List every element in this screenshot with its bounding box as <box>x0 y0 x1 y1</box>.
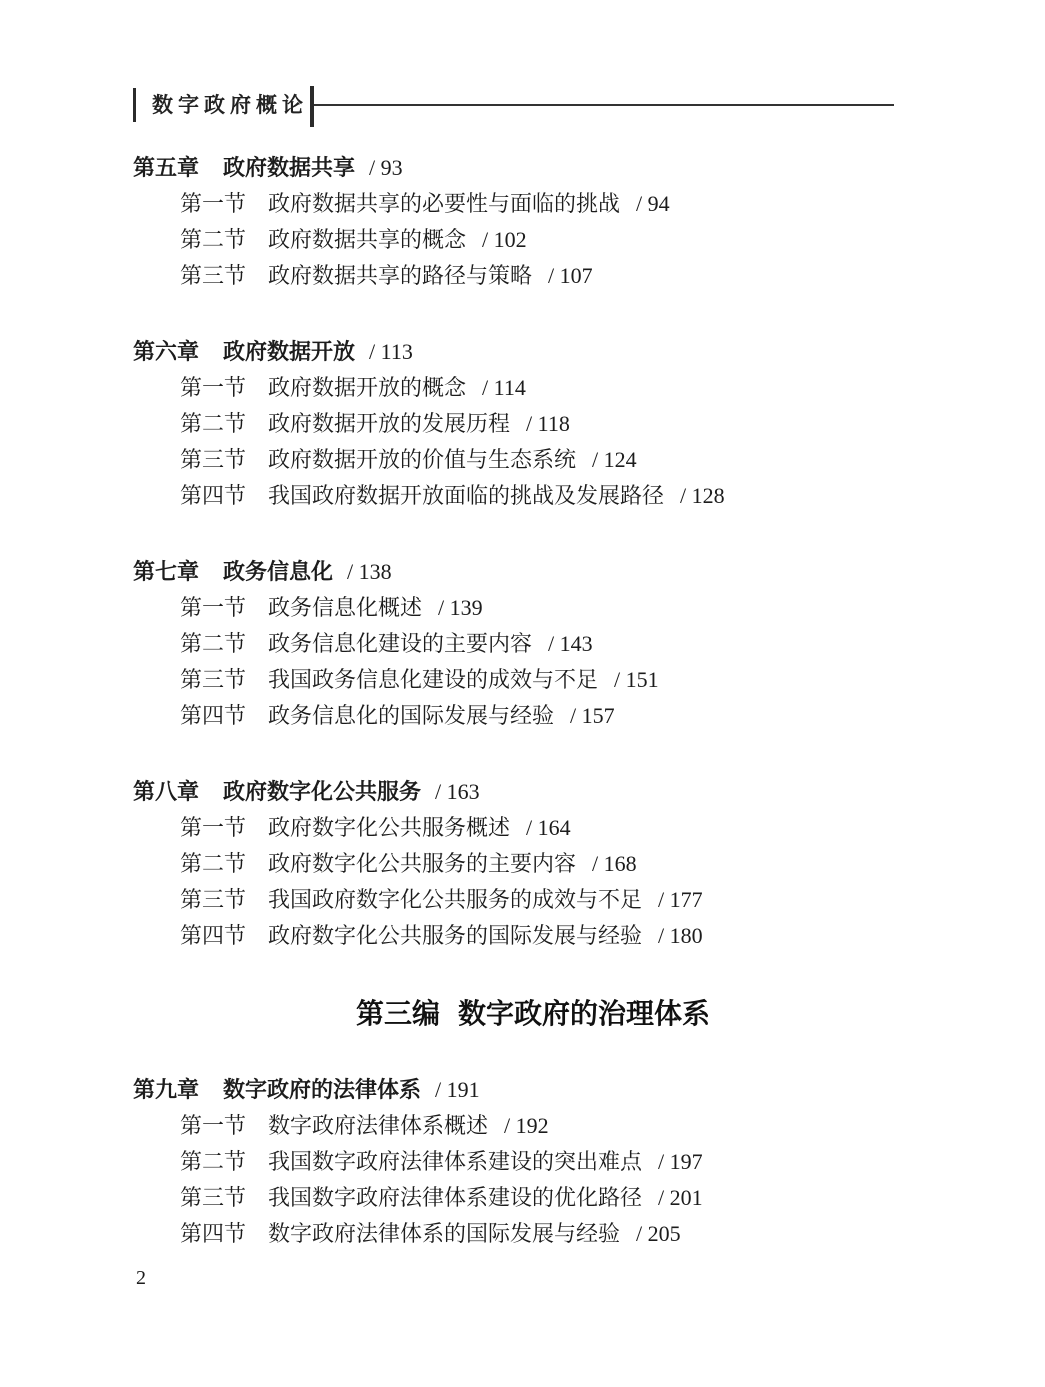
chapter-entry <box>133 150 933 186</box>
section-title: 政府数据共享的概念 <box>268 227 467 252</box>
chapter-title: 政府数据共享 <box>223 155 356 180</box>
chapter-entry <box>133 554 933 590</box>
section-page-ref: / 197 <box>658 1149 703 1174</box>
section-entry <box>133 478 933 514</box>
section-entry <box>133 918 933 954</box>
section-number: 第三节 <box>180 447 247 472</box>
section-entry <box>133 222 933 258</box>
chapter-block-6 <box>133 334 933 514</box>
section-number: 第一节 <box>180 191 247 216</box>
section-page-ref: / 94 <box>636 191 670 216</box>
section-page-ref: / 124 <box>592 447 637 472</box>
section-page-ref: / 177 <box>658 887 703 912</box>
section-title: 政府数字化公共服务概述 <box>268 815 511 840</box>
section-entry <box>133 590 933 626</box>
section-title: 政府数据共享的必要性与面临的挑战 <box>268 191 621 216</box>
section-title: 数字政府法律体系的国际发展与经验 <box>268 1221 621 1246</box>
part-title: 数字政府的治理体系 <box>458 999 711 1030</box>
section-title: 我国政府数字化公共服务的成效与不足 <box>268 887 643 912</box>
section-page-ref: / 151 <box>614 667 659 692</box>
section-entry <box>133 258 933 294</box>
section-page-ref: / 205 <box>636 1221 681 1246</box>
chapter-block-5 <box>133 150 933 294</box>
section-number: 第一节 <box>180 815 247 840</box>
chapter-block-9 <box>133 1072 933 1252</box>
chapter-number: 第九章 <box>133 1077 200 1102</box>
section-entry <box>133 1108 933 1144</box>
section-entry <box>133 406 933 442</box>
section-title: 我国数字政府法律体系建设的突出难点 <box>268 1149 643 1174</box>
part-number: 第三编 <box>355 999 440 1030</box>
header-right-bar <box>310 86 314 127</box>
section-page-ref: / 157 <box>570 703 615 728</box>
section-number: 第四节 <box>180 483 247 508</box>
chapter-title: 政府数据开放 <box>223 339 356 364</box>
section-entry <box>133 810 933 846</box>
section-number: 第二节 <box>180 631 247 656</box>
chapter-page-ref: / 163 <box>435 779 480 804</box>
section-number: 第四节 <box>180 923 247 948</box>
chapter-number: 第七章 <box>133 559 200 584</box>
section-number: 第二节 <box>180 411 247 436</box>
section-title: 政府数据共享的路径与策略 <box>268 263 533 288</box>
section-page-ref: / 164 <box>526 815 571 840</box>
section-title: 政府数字化公共服务的主要内容 <box>268 851 577 876</box>
section-entry <box>133 1144 933 1180</box>
section-page-ref: / 114 <box>482 375 526 400</box>
section-title: 政务信息化建设的主要内容 <box>268 631 533 656</box>
header-left-bar <box>133 88 136 122</box>
section-entry <box>133 1180 933 1216</box>
section-title: 政府数据开放的发展历程 <box>268 411 511 436</box>
section-entry <box>133 698 933 734</box>
section-number: 第二节 <box>180 851 247 876</box>
part-heading <box>133 994 933 1036</box>
section-page-ref: / 180 <box>658 923 703 948</box>
section-title: 政府数字化公共服务的国际发展与经验 <box>268 923 643 948</box>
section-entry <box>133 662 933 698</box>
section-number: 第四节 <box>180 703 247 728</box>
section-entry <box>133 882 933 918</box>
chapter-page-ref: / 191 <box>435 1077 480 1102</box>
section-title: 我国数字政府法律体系建设的优化路径 <box>268 1185 643 1210</box>
section-page-ref: / 143 <box>548 631 593 656</box>
section-title: 数字政府法律体系概述 <box>268 1113 489 1138</box>
section-number: 第二节 <box>180 1149 247 1174</box>
section-entry <box>133 1216 933 1252</box>
section-page-ref: / 139 <box>438 595 483 620</box>
section-page-ref: / 102 <box>482 227 527 252</box>
chapter-block-7 <box>133 554 933 734</box>
chapter-entry <box>133 1072 933 1108</box>
section-page-ref: / 168 <box>592 851 637 876</box>
section-entry <box>133 186 933 222</box>
section-page-ref: / 128 <box>680 483 725 508</box>
section-number: 第一节 <box>180 595 247 620</box>
section-title: 我国政务信息化建设的成效与不足 <box>268 667 599 692</box>
chapter-entry <box>133 774 933 810</box>
section-title: 政务信息化概述 <box>268 595 423 620</box>
section-page-ref: / 192 <box>504 1113 549 1138</box>
section-page-ref: / 107 <box>548 263 593 288</box>
chapter-title: 政府数字化公共服务 <box>223 779 422 804</box>
chapter-number: 第八章 <box>133 779 200 804</box>
chapter-title: 政务信息化 <box>223 559 334 584</box>
page-number: 2 <box>136 1267 146 1289</box>
section-title: 政务信息化的国际发展与经验 <box>268 703 555 728</box>
section-number: 第三节 <box>180 1185 247 1210</box>
section-number: 第三节 <box>180 263 247 288</box>
chapter-page-ref: / 113 <box>369 339 413 364</box>
chapter-entry <box>133 334 933 370</box>
section-title: 政府数据开放的概念 <box>268 375 467 400</box>
section-entry <box>133 370 933 406</box>
section-number: 第三节 <box>180 887 247 912</box>
section-number: 第二节 <box>180 227 247 252</box>
section-title: 我国政府数据开放面临的挑战及发展路径 <box>268 483 665 508</box>
section-number: 第一节 <box>180 1113 247 1138</box>
section-title: 政府数据开放的价值与生态系统 <box>268 447 577 472</box>
section-number: 第一节 <box>180 375 247 400</box>
chapter-number: 第五章 <box>133 155 200 180</box>
section-entry <box>133 846 933 882</box>
toc-list <box>133 150 933 1252</box>
section-number: 第四节 <box>180 1221 247 1246</box>
section-number: 第三节 <box>180 667 247 692</box>
chapter-block-8 <box>133 774 933 954</box>
header-rule <box>314 104 894 106</box>
chapter-page-ref: / 138 <box>347 559 392 584</box>
chapter-title: 数字政府的法律体系 <box>223 1077 422 1102</box>
section-page-ref: / 201 <box>658 1185 703 1210</box>
section-entry <box>133 442 933 478</box>
chapter-number: 第六章 <box>133 339 200 364</box>
section-entry <box>133 626 933 662</box>
chapter-page-ref: / 93 <box>369 155 403 180</box>
section-page-ref: / 118 <box>526 411 570 436</box>
book-title: 数字政府概论 <box>152 94 308 117</box>
